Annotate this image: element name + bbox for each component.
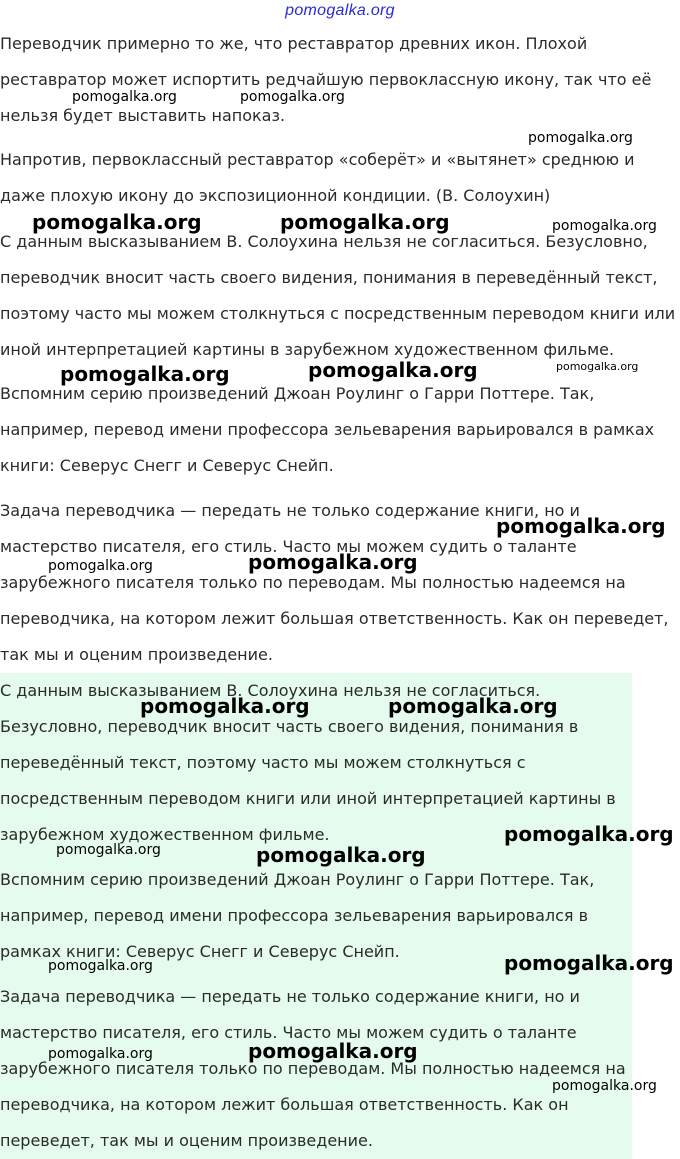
watermark: pomogalka.org	[496, 514, 666, 538]
site-header-link[interactable]: pomogalka.org	[285, 2, 395, 19]
watermark: pomogalka.org	[56, 842, 161, 858]
watermark: pomogalka.org	[248, 550, 418, 574]
watermark: pomogalka.org	[32, 210, 202, 234]
watermark: pomogalka.org	[504, 822, 674, 846]
watermark: pomogalka.org	[552, 1078, 657, 1094]
watermark: pomogalka.org	[140, 694, 310, 718]
watermark: pomogalka.org	[248, 1039, 418, 1063]
task-paragraph-2: Напротив, первоклассный реставратор «соберёт» и «вытянет» среднюю и даже плохую икону до экспозиционной кондиции. (В. Солоухин)	[0, 150, 635, 205]
answer-paragraph-3: Задача переводчика — передать не только содержание книги, но и мастерство писателя, его стиль. Часто мы можем судить о таланте зарубежного писателя только по переводам. Мы полностью надеемся на переводчика, на котором лежит большая ответственность. Как он переведет, так мы и оценим произведение.	[0, 987, 626, 1150]
answer-paragraph-1: С данным высказыванием В. Солоухина нельзя не согласиться. Безусловно, переводчик вносит часть своего видения, понимания в переведённый текст, поэтому часто мы можем столкнуться с посредственным переводом книги или иной интерпретацией картины в зарубежном художественном фильме.	[0, 681, 616, 844]
watermark: pomogalka.org	[60, 362, 230, 386]
watermark: pomogalka.org	[240, 89, 345, 105]
watermark: pomogalka.org	[72, 89, 177, 105]
watermark: pomogalka.org	[256, 843, 426, 867]
watermark: pomogalka.org	[280, 210, 450, 234]
essay-paragraph-3: Задача переводчика — передать не только содержание книги, но и мастерство писателя, его стиль. Часто мы можем судить о таланте зарубежного писателя только по переводам. Мы полностью надеемся на переводчика, на котором лежит большая ответственность. Как он переведет, так мы и оценим произведение.	[0, 501, 669, 664]
essay-paragraph-1: С данным высказыванием В. Солоухина нельзя не согласиться. Безусловно, переводчик вносит часть своего видения, понимания в переведённый текст, поэтому часто мы можем столкнуться с посредственным переводом книги или иной интерпретацией картины в зарубежном художественном фильме.	[0, 232, 676, 359]
task-paragraph-1: Переводчик примерно то же, что реставратор древних икон. Плохой реставратор может испортить редчайшую первоклассную икону, так что её нельзя будет выставить напоказ.	[0, 34, 652, 125]
watermark: pomogalka.org	[388, 694, 558, 718]
watermark: pomogalka.org	[308, 358, 478, 382]
watermark: pomogalka.org	[528, 130, 633, 146]
watermark: pomogalka.org	[48, 958, 153, 974]
watermark: pomogalka.org	[552, 218, 657, 234]
answer-paragraph-2: Вспомним серию произведений Джоан Роулинг о Гарри Поттере. Так, например, перевод имени профессора зельеварения варьировался в рамках книги: Северус Снегг и Северус Снейп.	[0, 870, 595, 961]
watermark: pomogalka.org	[48, 558, 153, 574]
watermark: pomogalka.org	[48, 1046, 153, 1062]
watermark: pomogalka.org	[556, 360, 639, 373]
essay-paragraph-2: Вспомним серию произведений Джоан Роулинг о Гарри Поттере. Так, например, перевод имени профессора зельеварения варьировался в рамках книги: Северус Снегг и Северус Снейп.	[0, 384, 655, 475]
watermark: pomogalka.org	[504, 951, 674, 975]
